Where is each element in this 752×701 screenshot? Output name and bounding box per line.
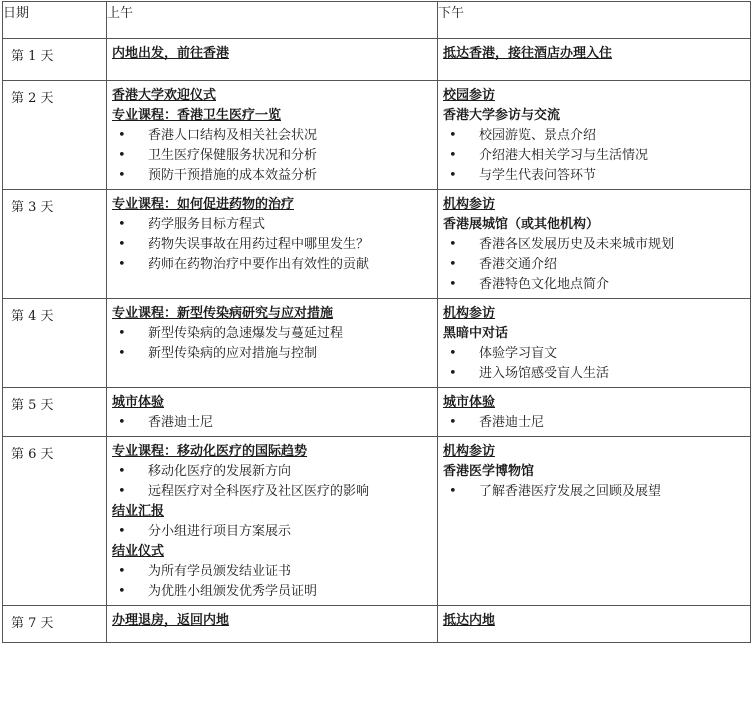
bullet-item: • 校园游览、景点介绍 — [443, 126, 746, 146]
afternoon-cell — [438, 190, 751, 299]
morning-cell — [107, 606, 438, 643]
bullet-list — [443, 126, 746, 186]
bullet-item: • 药学服务目标方程式 — [112, 215, 433, 235]
section-heading: 办理退房，返回内地 — [112, 613, 230, 628]
bullet-list — [112, 462, 433, 502]
bullet-item: • 为所有学员颁发结业证书 — [112, 562, 433, 582]
morning-cell — [107, 190, 438, 299]
section-heading: 结业仪式 — [112, 544, 165, 559]
day-label: 第 1 天 — [3, 39, 107, 81]
section-heading: 抵达香港，接往酒店办理入住 — [443, 46, 613, 61]
section-heading: 内地出发，前往香港 — [112, 46, 230, 61]
bullet-item: • 进入场馆感受盲人生活 — [443, 364, 746, 384]
bullet-item: • 远程医疗对全科医疗及社区医疗的影响 — [112, 482, 433, 502]
header-pm: 下午 — [438, 2, 751, 39]
section-heading: 抵达内地 — [443, 613, 496, 628]
bullet-list — [443, 482, 746, 502]
bullet-item: • 香港人口结构及相关社会状况 — [112, 126, 433, 146]
bullet-list — [443, 413, 746, 433]
day-label: 第 4 天 — [3, 299, 107, 388]
bullet-item: • 药师在药物治疗中要作出有效性的贡献 — [112, 255, 433, 275]
bullet-list — [443, 344, 746, 384]
bullet-list — [112, 126, 433, 186]
day-label: 第 7 天 — [3, 606, 107, 643]
bullet-item: • 预防干预措施的成本效益分析 — [112, 166, 433, 186]
day-row — [3, 606, 751, 643]
day-row — [3, 299, 751, 388]
venue-title: 香港大学参访与交流 — [443, 108, 561, 123]
morning-cell — [107, 39, 438, 81]
afternoon-cell — [438, 81, 751, 190]
afternoon-cell — [438, 437, 751, 606]
section-heading: 专业课程：新型传染病研究与应对措施 — [112, 306, 334, 321]
afternoon-cell — [438, 606, 751, 643]
bullet-list — [112, 522, 433, 542]
day-row — [3, 190, 751, 299]
section-heading: 香港大学欢迎仪式 — [112, 88, 217, 103]
bullet-item: • 香港迪士尼 — [112, 413, 433, 433]
bullet-list — [112, 324, 433, 364]
bullet-item: • 为优胜小组颁发优秀学员证明 — [112, 582, 433, 602]
morning-cell — [107, 299, 438, 388]
day-row — [3, 437, 751, 606]
bullet-item: • 分小组进行项目方案展示 — [112, 522, 433, 542]
section-heading: 专业课程：香港卫生医疗一览 — [112, 108, 282, 123]
section-heading: 专业课程：如何促进药物的治疗 — [112, 197, 295, 212]
bullet-item: • 了解香港医疗发展之回顾及展望 — [443, 482, 746, 502]
afternoon-cell — [438, 299, 751, 388]
morning-cell — [107, 81, 438, 190]
bullet-item: • 香港交通介绍 — [443, 255, 746, 275]
section-heading: 城市体验 — [443, 395, 496, 410]
afternoon-cell — [438, 39, 751, 81]
day-label: 第 5 天 — [3, 388, 107, 437]
day-row — [3, 39, 751, 81]
bullet-item: • 移动化医疗的发展新方向 — [112, 462, 433, 482]
header-am: 上午 — [107, 2, 438, 39]
header-row — [3, 2, 751, 39]
section-heading: 机构参访 — [443, 197, 496, 212]
bullet-list — [443, 235, 746, 295]
bullet-item: • 香港特色文化地点简介 — [443, 275, 746, 295]
venue-title: 黑暗中对话 — [443, 326, 509, 341]
morning-cell — [107, 437, 438, 606]
section-heading: 机构参访 — [443, 306, 496, 321]
bullet-item: • 新型传染病的急速爆发与蔓延过程 — [112, 324, 433, 344]
bullet-item: • 与学生代表问答环节 — [443, 166, 746, 186]
morning-cell — [107, 388, 438, 437]
bullet-list — [112, 215, 433, 275]
venue-title: 香港展城馆（或其他机构） — [443, 217, 600, 232]
bullet-item: • 介绍港大相关学习与生活情况 — [443, 146, 746, 166]
bullet-item: • 香港各区发展历史及未来城市规划 — [443, 235, 746, 255]
day-label: 第 3 天 — [3, 190, 107, 299]
bullet-item: • 香港迪士尼 — [443, 413, 746, 433]
bullet-item: • 体验学习盲文 — [443, 344, 746, 364]
day-row — [3, 388, 751, 437]
day-label: 第 2 天 — [3, 81, 107, 190]
bullet-list — [112, 562, 433, 602]
section-heading: 校园参访 — [443, 88, 496, 103]
day-label: 第 6 天 — [3, 437, 107, 606]
day-row — [3, 81, 751, 190]
afternoon-cell — [438, 388, 751, 437]
bullet-list — [112, 413, 433, 433]
bullet-item: • 卫生医疗保健服务状况和分析 — [112, 146, 433, 166]
bullet-item: • 新型传染病的应对措施与控制 — [112, 344, 433, 364]
section-heading: 结业汇报 — [112, 504, 165, 519]
section-heading: 专业课程：移动化医疗的国际趋势 — [112, 444, 308, 459]
schedule-table — [2, 1, 751, 643]
header-date: 日期 — [3, 2, 107, 39]
section-heading: 城市体验 — [112, 395, 165, 410]
section-heading: 机构参访 — [443, 444, 496, 459]
venue-title: 香港医学博物馆 — [443, 464, 535, 479]
bullet-item: • 药物失误事故在用药过程中哪里发生？ — [112, 235, 433, 255]
